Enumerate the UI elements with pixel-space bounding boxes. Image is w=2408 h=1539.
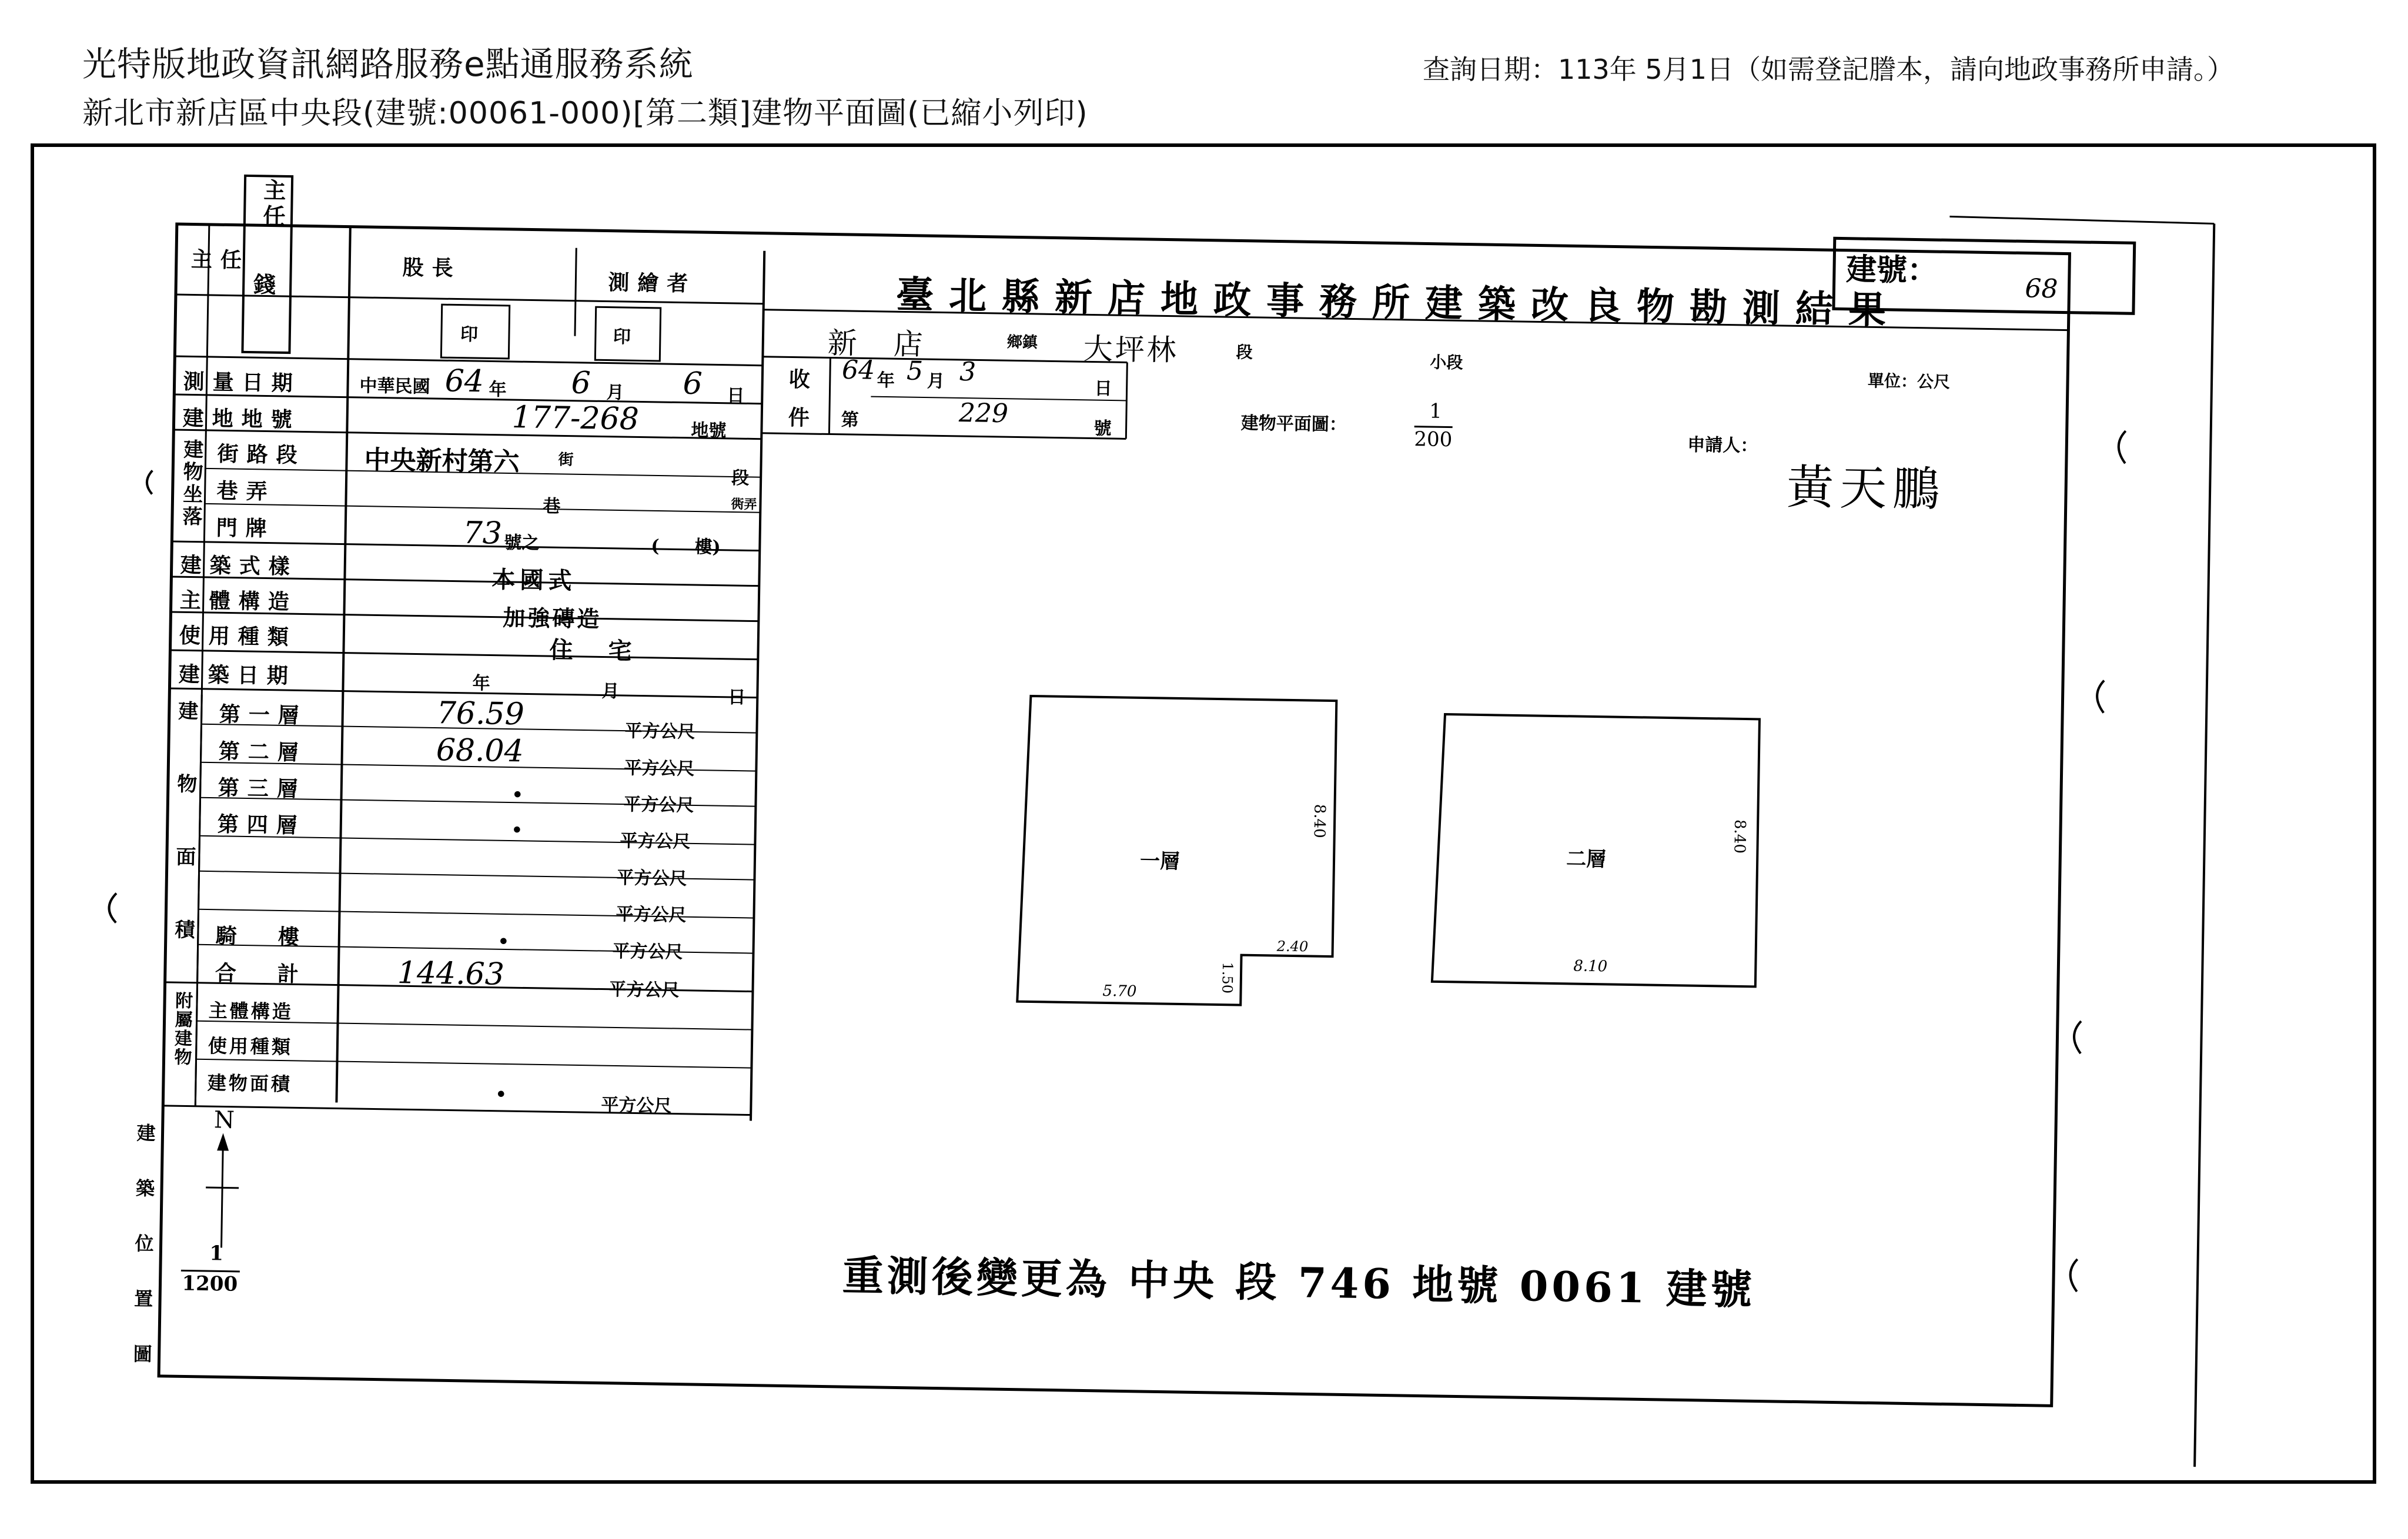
surveyor-stamp: 印 [613, 326, 631, 348]
building-no-label: 建號： [1845, 251, 1938, 289]
receipt-month: 5 [906, 356, 924, 387]
street-suffix: 街 [558, 451, 574, 469]
applicant-label: 申請人： [1687, 434, 1758, 457]
unit-label: 單位：公尺 [1867, 371, 1951, 392]
section-value: 大坪林 [1083, 332, 1179, 367]
location-label: 建物坐落 [178, 439, 204, 528]
receipt-no: 229 [958, 397, 1009, 429]
map-scale-den: 1200 [182, 1272, 238, 1296]
building-no-value: 68 [2025, 273, 2058, 305]
door-suffix: 號之 [504, 532, 540, 554]
lane-suffix: 巷 [543, 496, 561, 517]
structure-value: 加強磚造 [503, 604, 602, 633]
build-year-unit: 年 [472, 673, 490, 694]
floor-1-dim-notch-h: 1.50 [1219, 962, 1236, 994]
section-suffix: 段 [731, 467, 750, 489]
floor-1-dim-height: 8.40 [1310, 804, 1329, 838]
location-map-label: 建築位置圖 [129, 1123, 156, 1400]
annex-structure-label: 主體構造 [208, 999, 294, 1023]
remeasure-annotation: 重測後變更為 中央 段 746 地號 0061 建號 [842, 1251, 1756, 1314]
director-stamp-name: 錢 [253, 271, 276, 298]
query-date: 查詢日期：113年 5月1日（如需登記謄本，請向地政事務所申請。） [1423, 53, 2234, 85]
area-row-label: 第三層 [218, 775, 307, 802]
receipt-no-suffix: 號 [1093, 418, 1112, 440]
structure-label: 主體構造 [179, 588, 298, 615]
area-row-label: 第二層 [218, 739, 307, 765]
street-label: 街路段 [217, 441, 306, 468]
surveyor-label: 測繪者 [608, 270, 697, 296]
section-unit: 段 [1236, 342, 1253, 362]
land-no-value: 177-268 [511, 400, 640, 437]
land-no-unit: 地號 [691, 420, 727, 441]
area-row-unit: 平方公尺 [620, 831, 691, 852]
receipt-day-unit: 日 [1094, 378, 1112, 400]
town-unit: 鄉鎮 [1006, 333, 1038, 352]
area-row-value: 68.04 [436, 732, 524, 770]
area-row-label: 第一層 [219, 702, 308, 728]
document-subtitle: 新北市新店區中央段(建號:00061-000)[第二類]建物平面圖(已縮小列印) [82, 96, 1088, 131]
area-row-label: 合計 [215, 961, 340, 988]
annex-area-value: • [495, 1084, 507, 1106]
annex-use-label: 使用種類 [208, 1035, 293, 1059]
chief-stamp: 印 [460, 324, 479, 346]
build-date-label: 建築日期 [178, 662, 297, 689]
plan-scale-den: 200 [1414, 426, 1453, 451]
street-value: 中央新村第六 [364, 445, 520, 478]
area-row-unit: 平方公尺 [616, 867, 687, 889]
north-label: N [213, 1106, 235, 1134]
plan-scale-num: 1 [1429, 399, 1443, 423]
style-label: 建築式樣 [180, 553, 299, 580]
floor-1-label: 一層 [1139, 849, 1180, 874]
floor-1-dim-base: 5.70 [1102, 982, 1137, 1001]
use-label: 使用種類 [179, 623, 297, 650]
area-total-value: 144.63 [397, 955, 505, 992]
area-row-value: 76.59 [436, 695, 525, 732]
map-scale-num: 1 [209, 1242, 224, 1266]
floor-2-dim-height: 8.40 [1730, 819, 1749, 854]
survey-day: 6 [683, 366, 703, 402]
area-row-unit: 平方公尺 [624, 758, 695, 779]
door-label: 門牌 [216, 516, 276, 541]
floor-1-dim-notch-w: 2.40 [1276, 938, 1309, 955]
survey-year: 64 [444, 363, 484, 400]
lane-label: 巷弄 [216, 479, 276, 504]
door-value: 73 [463, 515, 503, 551]
area-row-unit: 平方公尺 [608, 979, 680, 1001]
build-day-unit: 日 [728, 687, 746, 708]
receipt-label-1: 收 [788, 367, 819, 393]
floor-2-dim-base: 8.10 [1573, 957, 1608, 976]
floor-suffix: ( 樓) [651, 536, 721, 558]
annex-area-unit: 平方公尺 [601, 1095, 672, 1117]
survey-month: 6 [571, 365, 591, 402]
survey-year-unit: 年 [489, 379, 507, 400]
plan-label: 建物平面圖： [1240, 413, 1347, 436]
applicant-name: 黃天鵬 [1786, 460, 1946, 517]
receipt-year-unit: 年 [877, 370, 895, 392]
area-row-unit: 平方公尺 [624, 721, 695, 742]
area-row-value: • [511, 785, 524, 806]
receipt-label-2: 件 [788, 405, 818, 431]
area-row-label: 騎樓 [215, 924, 341, 951]
area-section-label: 建物面積 [170, 700, 199, 992]
receipt-no-prefix: 第 [841, 409, 859, 431]
town-value: 新 店 [827, 326, 927, 362]
director-stamp: 主任 [259, 178, 287, 230]
system-title: 光特版地政資訊網路服務e點通服務系統 [82, 44, 694, 84]
survey-date-label: 測量日期 [183, 369, 301, 396]
floor-2-label: 二層 [1566, 847, 1607, 872]
annex-area-label: 建物面積 [207, 1072, 293, 1096]
area-row-label: 第四層 [217, 812, 306, 838]
subsection-unit: 小段 [1430, 352, 1463, 373]
area-row-value: • [511, 820, 523, 841]
survey-date-prefix: 中華民國 [359, 375, 430, 397]
area-row-unit: 平方公尺 [616, 904, 687, 926]
area-row-unit: 平方公尺 [612, 941, 683, 963]
use-value: 住宅 [549, 636, 667, 666]
land-no-label: 建地地號 [182, 406, 300, 433]
survey-month-unit: 月 [606, 382, 624, 404]
survey-day-unit: 日 [727, 385, 745, 407]
alley-suffix: 衖弄 [731, 496, 757, 513]
area-row-value: • [497, 931, 510, 953]
director-label: 主任 [190, 247, 250, 273]
annex-label: 附屬建物 [170, 991, 193, 1067]
area-row-unit: 平方公尺 [623, 794, 694, 816]
build-month-unit: 月 [601, 681, 620, 702]
receipt-day: 3 [959, 356, 976, 387]
section-chief-label: 股長 [402, 255, 462, 281]
form-title: 臺北縣新店地政事務所建築改良物勘測結果 [895, 273, 1902, 333]
receipt-year: 64 [841, 354, 875, 386]
receipt-month-unit: 月 [927, 371, 945, 392]
style-value: 本國式 [491, 566, 577, 595]
